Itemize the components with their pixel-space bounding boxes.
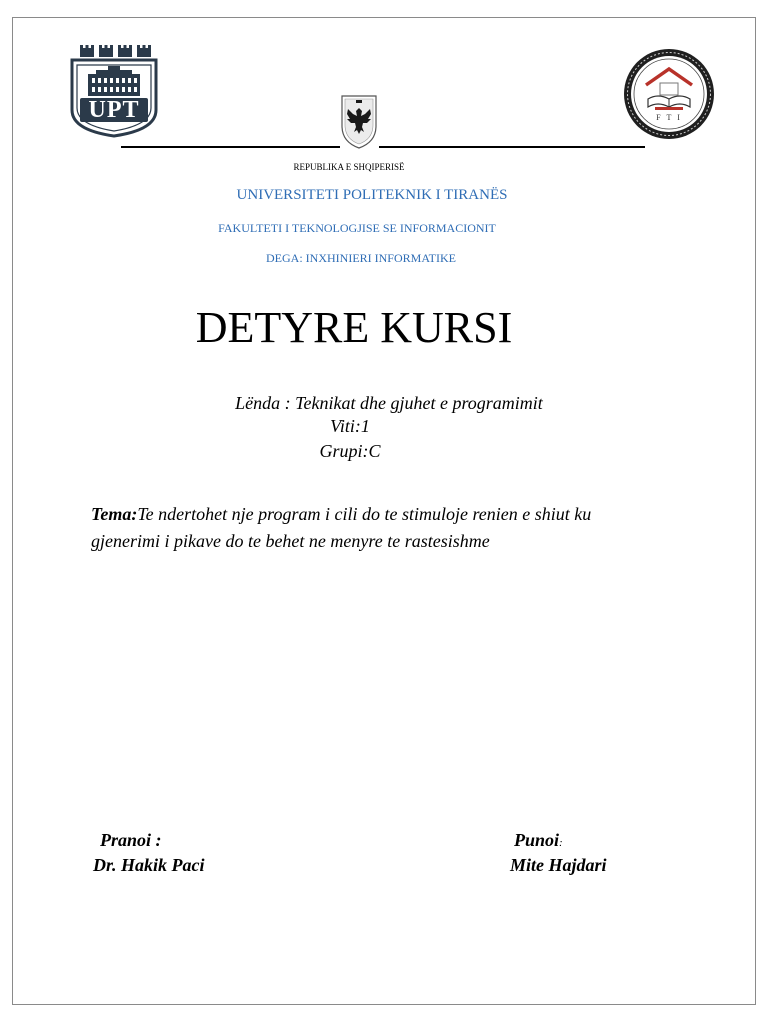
year-line: Viti:1 [330,416,370,436]
topic-line-1: Te ndertohet nje program i cili do te stimuloje renien e shiut ku [137,504,592,524]
upt-logo-text: UPT [88,97,140,123]
university-name: UNIVERSITETI POLITEKNIK I TIRANËS [236,187,508,203]
topic-line-2: gjenerimi i pikave do te behet ne menyre te rastesishme [91,531,490,551]
fti-logo-text: F T I [656,113,682,122]
fti-seal-icon [622,47,716,141]
author-name: Mite Hajdari [510,855,607,875]
header-rule-left [121,146,340,148]
albanian-eagle-icon [339,92,379,150]
department-name: DEGA: INXHINIERI INFORMATIKE [266,251,456,265]
document-title: DETYRE KURSI [195,303,513,352]
subject-line: Lënda : Teknikat dhe gjuhet e programimit [235,393,543,413]
header-rule-right [379,146,645,148]
author-label-line [514,830,563,851]
upt-crest-icon [68,44,160,138]
received-label: Pranoi : [100,830,162,850]
republic-heading: REPUBLIKA E SHQIPERISË [293,162,405,172]
received-name: Dr. Hakik Paci [93,855,205,875]
topic-label: Tema: [91,504,138,524]
author-label: Punoi [514,830,560,850]
topic-paragraph [91,501,731,555]
faculty-name: FAKULTETI I TEKNOLOGJISE SE INFORMACIONIT [218,221,496,235]
group-line: Grupi:C [319,441,381,461]
author-colon: : [559,837,563,849]
